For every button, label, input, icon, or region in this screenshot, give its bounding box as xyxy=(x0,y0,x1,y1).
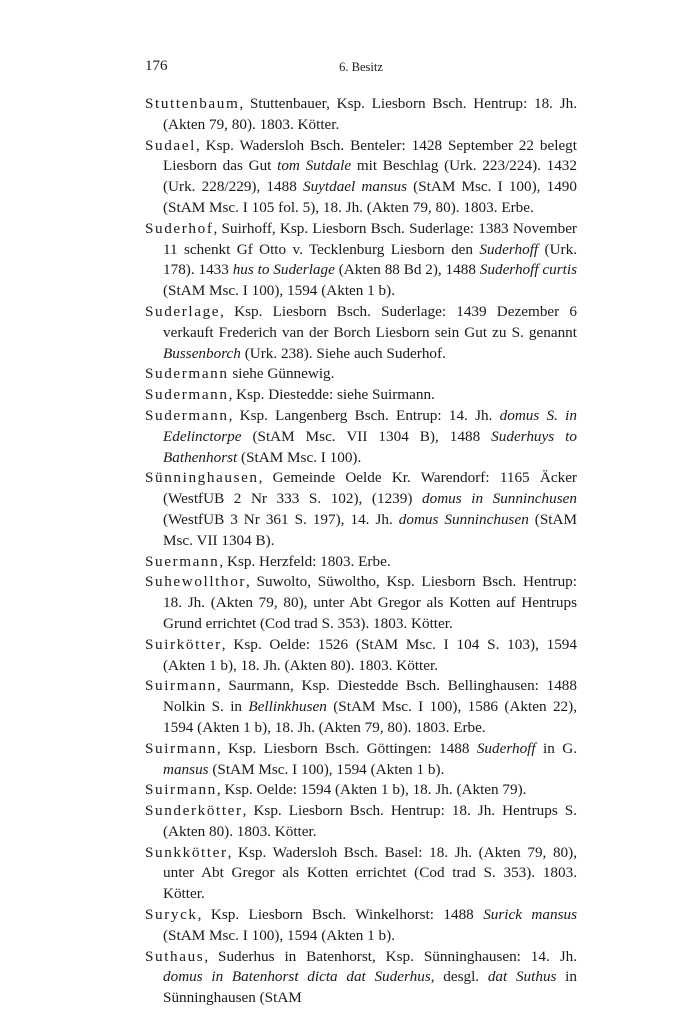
entry-keyword: Suhewollthor xyxy=(145,573,247,591)
entry-item xyxy=(145,364,577,385)
page-header xyxy=(145,58,577,78)
page-number: 176 xyxy=(145,58,168,74)
entry-text: , Stuttenbauer, Ksp. Liesborn Bsch. Hentrup: 18. Jh. (Akten 79, 80). 1803. Kötter. xyxy=(163,95,577,133)
entry-item xyxy=(145,552,577,573)
entry-text: , Ksp. Langenberg Bsch. Entrup: 14. Jh. xyxy=(228,406,500,424)
entry-item xyxy=(145,739,577,781)
entry-text: , Suderhus in Batenhorst, Ksp. Sünninghausen: 14. Jh. xyxy=(204,947,577,965)
entry-text: (Urk. 238). Siehe auch Suderhof. xyxy=(240,344,446,362)
entry-italic-text: domus in Sunninchusen xyxy=(422,490,577,508)
entry-keyword: Sunkkötter xyxy=(145,843,228,861)
entry-list xyxy=(145,94,577,1009)
entry-text: , Saurmann, Ksp. Diestedde Bsch. Bellinghausen: 1488 Nolkin S. in xyxy=(163,677,577,716)
entry-item xyxy=(145,780,577,801)
entry-italic-text: Surick mansus xyxy=(483,906,577,924)
entry-item xyxy=(145,302,577,364)
entry-item xyxy=(145,572,577,634)
entry-keyword: Suthaus xyxy=(145,947,205,965)
entry-text: , desgl. xyxy=(430,968,488,986)
entry-text: , Ksp. Liesborn Bsch. Suderlage: 1439 Dezember 6 verkauft Frederich van der Borch Liesborn sein Gut zu S. genannt xyxy=(163,302,577,341)
entry-keyword: Suirmann xyxy=(145,781,217,799)
entry-text: (StAM Msc. I 100), 1594 (Akten 1 b). xyxy=(208,760,445,778)
entry-text: (StAM Msc. VII 1304 B). xyxy=(163,510,577,549)
entry-text: , Ksp. Liesborn Bsch. Hentrup: 18. Jh. Hentrups S. (Akten 80). 1803. Kötter. xyxy=(163,802,577,840)
entry-italic-text: Suderhoff xyxy=(479,240,539,258)
entry-text: , Ksp. Herzfeld: 1803. Erbe. xyxy=(219,552,391,570)
entry-item xyxy=(145,468,577,551)
entry-item xyxy=(145,219,577,302)
entry-keyword: Sudael xyxy=(145,136,196,154)
entry-keyword: Suermann xyxy=(145,552,220,570)
entry-keyword: Sünninghausen xyxy=(145,469,259,487)
entry-keyword: Suderlage xyxy=(145,302,221,320)
entry-text: , Ksp. Wadersloh Bsch. Basel: 18. Jh. (Akten 79, 80), unter Abt Gregor als Kotten errichtet (Cod trad S. 353). 1803. Kötter. xyxy=(163,843,577,903)
entry-italic-text: dat Suthus xyxy=(487,968,557,986)
entry-keyword: Suirmann xyxy=(145,739,217,757)
entry-item xyxy=(145,843,577,905)
entry-italic-text: hus to Suderlage xyxy=(232,261,335,279)
entry-italic-text: mansus xyxy=(163,760,209,778)
entry-item xyxy=(145,635,577,677)
entry-text: (StAM Msc. I 100), 1586 (Akten 22), 1594 (Akten 1 b), 18. Jh. (Akten 79, 80). 1803. Erbe. xyxy=(163,698,577,736)
entry-text: siehe Günnewig. xyxy=(228,365,335,383)
entry-item xyxy=(145,136,577,219)
entry-item xyxy=(145,94,577,136)
entry-text: mit Beschlag (Urk. 223/224). 1432 (Urk. 228/229), 1488 xyxy=(163,157,577,196)
entry-text: (StAM Msc. VII 1304 B), 1488 xyxy=(241,427,492,445)
entry-text: (Urk. 178). 1433 xyxy=(163,240,577,279)
entry-keyword: Suirkötter xyxy=(145,635,222,653)
entry-italic-text: Suderhoff xyxy=(476,739,536,757)
entry-keyword: Sudermann xyxy=(145,406,229,424)
entry-text: , Ksp. Liesborn Bsch. Winkelhorst: 1488 xyxy=(197,906,484,924)
entry-italic-text: domus in Batenhorst dicta dat Suderhus xyxy=(163,968,431,986)
entry-keyword: Sudermann xyxy=(145,386,229,404)
entry-keyword: Stuttenbaum xyxy=(145,95,240,112)
entry-italic-text: domus S. in Edelinctorpe xyxy=(163,406,577,445)
entry-keyword: Suirmann xyxy=(145,677,217,695)
entry-item xyxy=(145,676,577,738)
entry-keyword: Sudermann xyxy=(145,365,229,383)
entry-keyword: Sunderkötter xyxy=(145,802,243,820)
entry-text: (StAM Msc. I 100), 1594 (Akten 1 b). xyxy=(163,282,396,300)
entry-italic-text: Suderhoff curtis xyxy=(479,261,577,279)
entry-text: (StAM Msc. I 100). xyxy=(237,448,362,466)
entry-text: (StAM Msc. I 100), 1490 (StAM Msc. I 105 fol. 5), 18. Jh. (Akten 79, 80). 1803. Erbe. xyxy=(163,178,577,216)
entry-text: (StAM Msc. I 100), 1594 (Akten 1 b). xyxy=(163,926,396,944)
entry-italic-text: tom Sutdale xyxy=(277,157,352,175)
entry-text: (Akten 88 Bd 2), 1488 xyxy=(334,261,480,279)
entry-text: in G. xyxy=(535,739,578,757)
entry-keyword: Suryck xyxy=(145,906,198,924)
entry-italic-text: domus Sunninchusen xyxy=(398,510,529,528)
entry-text: in Sünninghausen (StAM xyxy=(163,968,577,1007)
entry-text: , Ksp. Oelde: 1594 (Akten 1 b), 18. Jh. (Akten 79). xyxy=(216,781,527,799)
entry-text: , Ksp. Diestedde: siehe Suirmann. xyxy=(228,386,435,404)
entry-italic-text: Suytdael mansus xyxy=(302,178,407,196)
entry-item xyxy=(145,905,577,947)
entry-text: (WestfUB 3 Nr 361 S. 197), 14. Jh. xyxy=(163,510,399,528)
entry-text: , Gemeinde Oelde Kr. Warendorf: 1165 Äcker (WestfUB 2 Nr 333 S. 102), (1239) xyxy=(163,469,577,508)
entry-italic-text: Suderhuys to Bathenhorst xyxy=(163,427,577,466)
entry-text: , Ksp. Liesborn Bsch. Göttingen: 1488 xyxy=(216,739,477,757)
running-head: 6. Besitz xyxy=(339,60,383,74)
entry-italic-text: Bellinkhusen xyxy=(248,698,327,716)
entry-item xyxy=(145,385,577,406)
entry-text: , Suwolto, Süwoltho, Ksp. Liesborn Bsch. Hentrup: 18. Jh. (Akten 79, 80), unter Abt Gregor als Kotten auf Hentrups Grund errichtet (Cod trad S. 353). 1803. Kötter. xyxy=(163,573,577,632)
entry-text: , Ksp. Oelde: 1526 (StAM Msc. I 104 S. 103), 1594 (Akten 1 b), 18. Jh. (Akten 80). 1803. Kötter. xyxy=(163,635,577,674)
entry-item xyxy=(145,801,577,843)
entry-keyword: Suderhof xyxy=(145,219,214,237)
entry-item xyxy=(145,947,577,1009)
entry-text: , Ksp. Wadersloh Bsch. Benteler: 1428 September 22 belegt Liesborn das Gut xyxy=(163,136,577,175)
entry-text: , Suirhoff, Ksp. Liesborn Bsch. Suderlage: 1383 November 11 schenkt Gf Otto v. Tecklenburg Liesborn den xyxy=(163,219,577,258)
entry-item xyxy=(145,406,577,468)
entry-italic-text: Bussenborch xyxy=(163,344,241,362)
